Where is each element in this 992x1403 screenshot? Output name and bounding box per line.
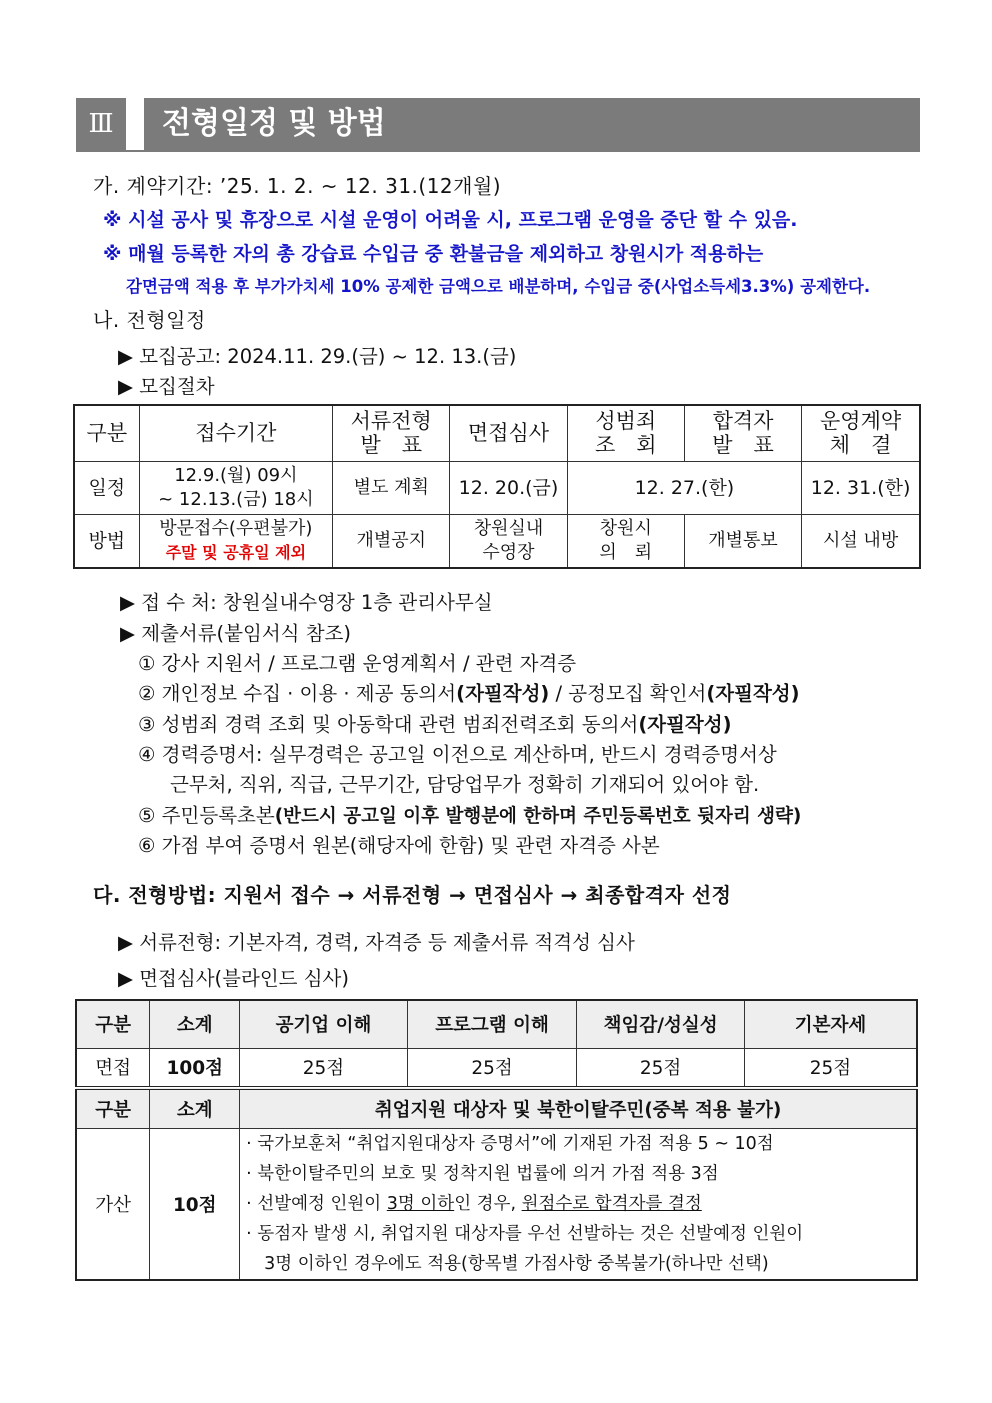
schedule-table xyxy=(73,404,921,569)
table-cell: 12. 27.(한) xyxy=(567,461,802,514)
bonus-item: · 국가보훈처 “취업지원대상자 증명서”에 기재된 가점 적용 5 ~ 10점 xyxy=(246,1133,774,1154)
header-cell: 구분 xyxy=(76,1000,150,1048)
notice-fee-line2: 감면금액 적용 후 부가가치세 10% 공제한 금액으로 배분하며, 수입금 중(사업소득세3.3%) 공제한다. xyxy=(126,277,871,296)
table-cell: 25점 xyxy=(240,1048,408,1088)
notice-suspension: ※ 시설 공사 및 휴장으로 시설 운영이 어려울 시, 프로그램 운영을 중단 할 수 있음. xyxy=(103,209,798,231)
score-interview-row xyxy=(76,1048,917,1088)
header-cell: 서류전형 발 표 xyxy=(333,405,450,461)
reception-place-bullet: ▶ 접 수 처: 창원실내수영장 1층 관리사무실 xyxy=(120,591,493,614)
row-label: 일정 xyxy=(74,461,139,514)
notice-fee-line1: ※ 매월 등록한 자의 총 강습료 수입금 중 환불금을 제외하고 창원시가 적용하는 xyxy=(103,243,764,265)
bonus-item: · 선발예정 인원이 3명 이하인 경우, 원점수로 합격자를 결정 xyxy=(246,1193,702,1214)
bonus-item: 3명 이하인 경우에도 적용(항목별 가점사항 중복불가(하나만 선택) xyxy=(264,1253,769,1274)
doc-item-4-line1: ④ 경력증명서: 실무경력은 공고일 이전으로 계산하며, 반드시 경력증명서상 xyxy=(138,743,777,766)
table-cell: 개별공지 xyxy=(333,514,450,568)
table-cell: 개별통보 xyxy=(684,514,801,568)
table-cell: 별도 계획 xyxy=(333,461,450,514)
documents-bullet: ▶ 제출서류(붙임서식 참조) xyxy=(120,622,351,645)
total-cell: 100점 xyxy=(150,1048,240,1088)
header-cell: 소계 xyxy=(150,1088,240,1128)
bonus-criteria-cell xyxy=(240,1128,917,1280)
header-cell: 프로그램 이해 xyxy=(407,1000,577,1048)
row-label: 면접 xyxy=(76,1048,150,1088)
table-cell: 방문접수(우편불가) 주말 및 공휴일 제외 xyxy=(139,514,332,568)
doc-item-2: ② 개인정보 수집 · 이용 · 제공 동의서(자필작성) / 공정모집 확인서(자필작성) xyxy=(138,682,800,705)
table-cell: 창원실내 수영장 xyxy=(450,514,567,568)
method-heading: 다. 전형방법: 지원서 접수 → 서류전형 → 면접심사 → 최종합격자 선정 xyxy=(93,883,732,907)
header-cell: 성범죄 조 회 xyxy=(567,405,684,461)
bonus-row xyxy=(76,1128,917,1280)
schedule-date-row xyxy=(74,461,920,514)
interview-bullet: ▶ 면접심사(블라인드 심사) xyxy=(118,967,349,990)
section-title: 전형일정 및 방법 xyxy=(144,98,920,150)
recruit-process-bullet: ▶ 모집절차 xyxy=(118,375,215,398)
document-screening-bullet: ▶ 서류전형: 기본자격, 경력, 자격증 등 제출서류 적격성 심사 xyxy=(118,931,635,954)
section-number: Ⅲ xyxy=(76,98,126,150)
row-label: 가산 xyxy=(76,1128,150,1280)
doc-item-4-line2: 근무처, 직위, 직급, 근무기간, 담당업무가 정확히 기재되어 있어야 함. xyxy=(170,773,760,796)
section-underline xyxy=(76,150,920,152)
header-cell: 구분 xyxy=(74,405,139,461)
table-cell: 12. 31.(한) xyxy=(802,461,920,514)
table-cell: 시설 내방 xyxy=(802,514,920,568)
doc-item-3: ③ 성범죄 경력 조회 및 아동학대 관련 범죄전력조회 동의서(자필작성) xyxy=(138,713,732,736)
header-cell: 합격자 발 표 xyxy=(684,405,801,461)
bonus-header-row xyxy=(76,1088,917,1128)
table-cell: 25점 xyxy=(744,1048,917,1088)
doc-item-1: ① 강사 지원서 / 프로그램 운영계획서 / 관련 자격증 xyxy=(138,652,577,675)
contract-period-heading: 가. 계약기간: ’25. 1. 2. ~ 12. 31.(12개월) xyxy=(93,174,502,198)
table-cell: 12.9.(월) 09시 ~ 12.13.(금) 18시 xyxy=(139,461,332,514)
header-cell: 운영계약 체 결 xyxy=(802,405,920,461)
doc-item-6: ⑥ 가점 부여 증명서 원본(해당자에 한함) 및 관련 자격증 사본 xyxy=(138,834,660,857)
header-cell: 접수기간 xyxy=(139,405,332,461)
header-cell: 책임감/성실성 xyxy=(577,1000,745,1048)
table-cell: 25점 xyxy=(577,1048,745,1088)
bonus-item: · 동점자 발생 시, 취업지원 대상자를 우선 선발하는 것은 선발예정 인원이 xyxy=(246,1223,804,1244)
table-cell: 12. 20.(금) xyxy=(450,461,567,514)
row-label: 방법 xyxy=(74,514,139,568)
bonus-item: · 북한이탈주민의 보호 및 정착지원 법률에 의거 가점 적용 3점 xyxy=(246,1163,719,1184)
header-cell: 공기업 이해 xyxy=(240,1000,408,1048)
doc-item-5: ⑤ 주민등록초본(반드시 공고일 이후 발행분에 한하며 주민등록번호 뒷자리 생략) xyxy=(138,804,802,827)
table-cell: 25점 xyxy=(407,1048,577,1088)
header-cell: 구분 xyxy=(76,1088,150,1128)
schedule-heading: 나. 전형일정 xyxy=(93,308,206,332)
schedule-method-row xyxy=(74,514,920,568)
schedule-header-row xyxy=(74,405,920,461)
header-cell: 기본자세 xyxy=(744,1000,917,1048)
header-cell: 취업지원 대상자 및 북한이탈주민(중복 적용 불가) xyxy=(240,1088,917,1128)
interview-score-table xyxy=(75,999,918,1281)
recruit-notice-bullet: ▶ 모집공고: 2024.11. 29.(금) ~ 12. 13.(금) xyxy=(118,345,517,368)
total-cell: 10점 xyxy=(150,1128,240,1280)
header-cell: 소계 xyxy=(150,1000,240,1048)
header-cell: 면접심사 xyxy=(450,405,567,461)
table-cell: 창원시 의 뢰 xyxy=(567,514,684,568)
score-header-row xyxy=(76,1000,917,1048)
